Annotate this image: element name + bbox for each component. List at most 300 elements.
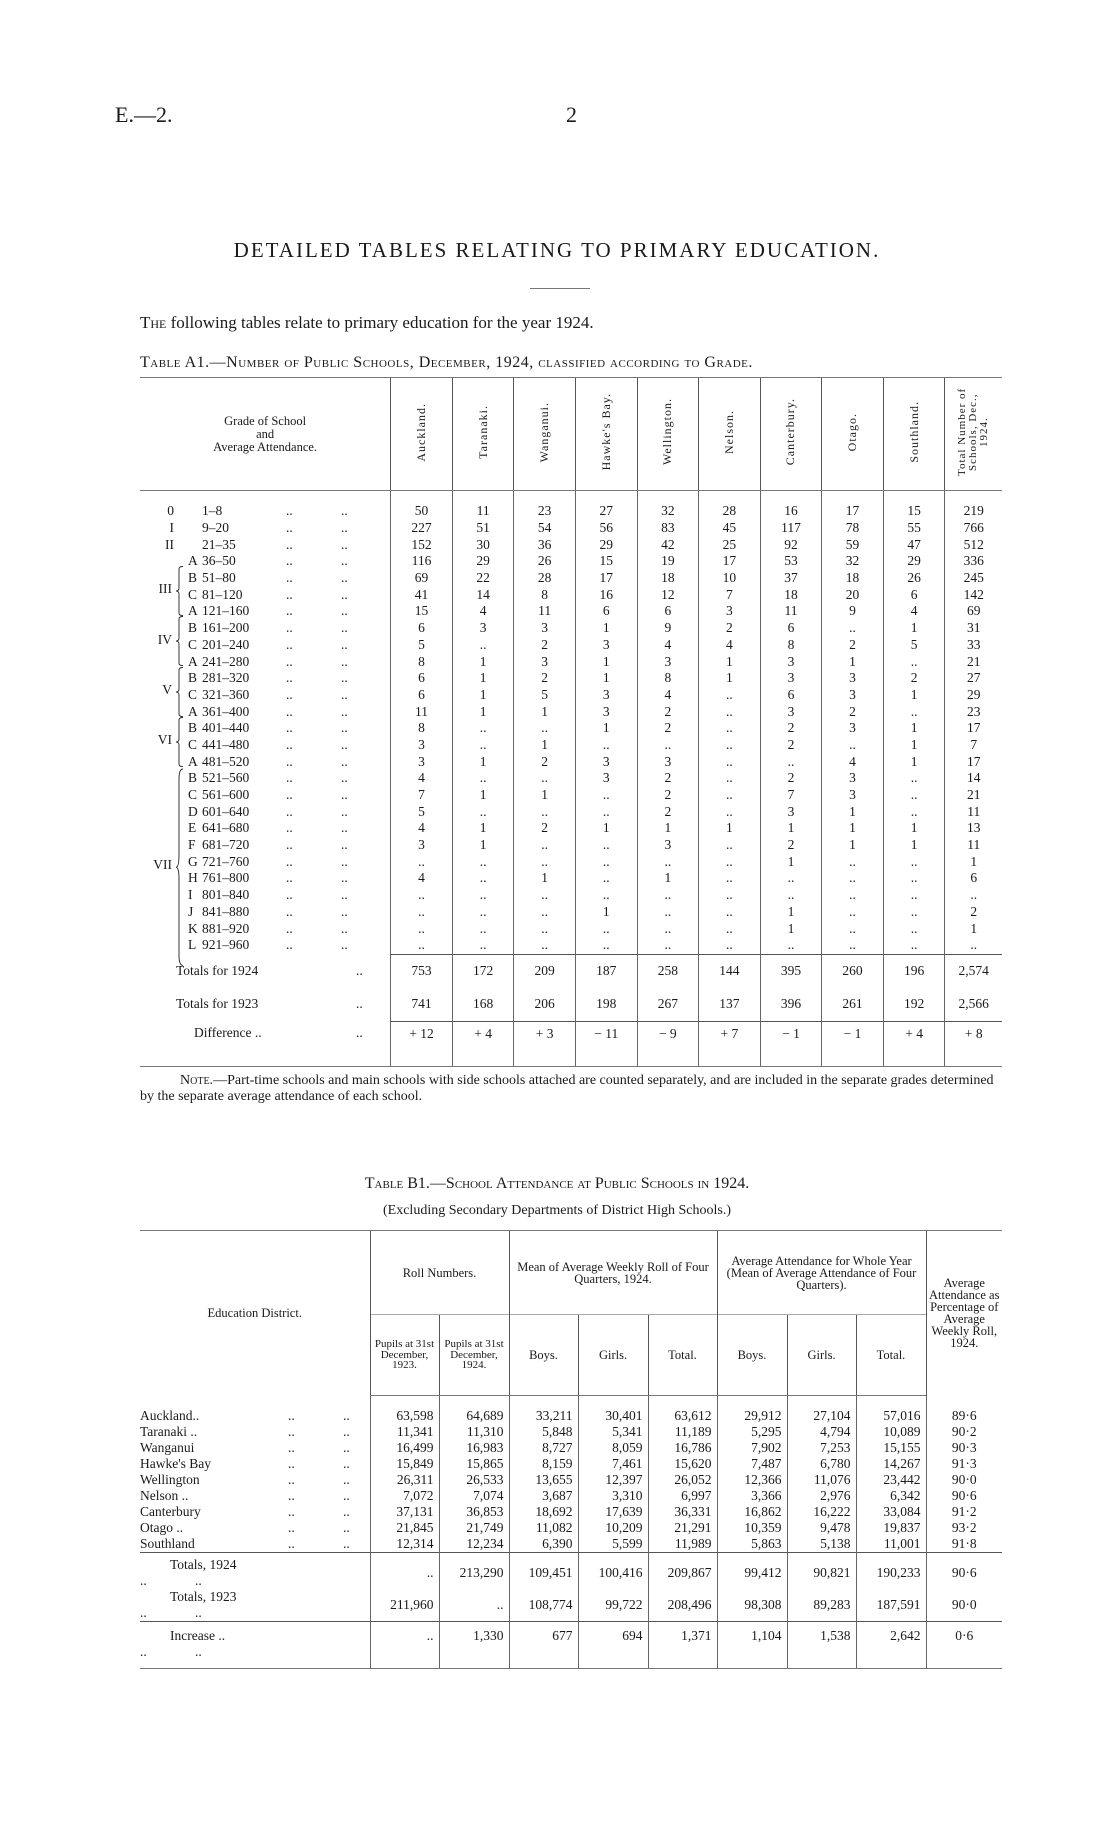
value-cell: 5,341 [578,1424,648,1440]
value-cell: 1 [637,820,699,837]
value-cell: 6 [760,687,822,704]
header-mean-weekly-roll: Mean of Average Weekly Roll of Four Quarters, 1924. [509,1231,717,1315]
spacer-cell [370,1396,439,1409]
leader-dots: .. [286,820,293,836]
value-cell: 90·3 [926,1440,1002,1456]
attendance-range: 51–80 [202,570,236,586]
value-cell: .. [699,787,761,804]
value-cell: 78 [822,520,884,537]
district-label: Nelson .. [140,1488,189,1503]
attendance-range: 21–35 [202,536,236,552]
value-cell: 16,862 [717,1504,787,1520]
table-row [140,1408,1002,1424]
grade-sub: A [188,553,198,569]
spacer-cell [578,1396,648,1409]
value-cell: 3 [822,770,884,787]
value-cell: 2 [637,787,699,804]
value-cell: .. [391,904,453,921]
value-cell: 11,001 [856,1536,926,1553]
table-row [140,520,1002,537]
grade-header-line: Grade of School [224,413,307,428]
attendance-range: 161–200 [202,620,250,636]
value-cell: 6 [637,603,699,620]
grade-sub: J [188,903,194,919]
value-cell: 64,689 [439,1408,509,1424]
value-cell: 4 [822,753,884,770]
value-cell: .. [452,853,514,870]
value-cell: 20 [822,586,884,603]
value-cell: 15 [883,503,945,520]
value-cell: .. [575,803,637,820]
value-cell: .. [883,937,945,954]
table-row [140,653,1002,670]
value-cell: 16,983 [439,1440,509,1456]
leader-dots: .. [341,620,348,636]
value-cell: 3 [575,687,637,704]
value-cell: 5,599 [578,1536,648,1553]
value-cell: 3 [760,703,822,720]
leader-dots: .. [341,937,348,953]
value-cell: 89·6 [926,1408,1002,1424]
value-cell: 4 [391,770,453,787]
value-cell: 36,331 [648,1504,717,1520]
value-cell: 3 [452,620,514,637]
value-cell: 13 [945,820,1002,837]
value-cell: + 4 [452,1021,514,1066]
grade-header [140,378,391,491]
value-cell: 37 [760,570,822,587]
value-cell: .. [883,920,945,937]
leader-dots: .. [356,1025,363,1041]
value-cell: 6 [391,670,453,687]
table-row [140,687,1002,704]
value-cell: 2 [514,637,576,654]
spacer-cell [945,491,1002,504]
leader-dots: .. [195,1605,202,1620]
value-cell: 2 [945,904,1002,921]
value-cell: 8 [391,653,453,670]
attendance-range: 801–840 [202,887,250,903]
value-cell: 16,222 [787,1504,856,1520]
value-cell: 15,849 [370,1456,439,1472]
leader-dots: .. [288,1536,295,1551]
value-cell: 3 [514,653,576,670]
leader-dots: .. [343,1424,350,1439]
leader-dots: .. [343,1408,350,1423]
table-row [140,787,1002,804]
value-cell: 1 [452,753,514,770]
value-cell: 2 [760,737,822,754]
value-cell: 18,692 [509,1504,578,1520]
value-cell: 21 [945,787,1002,804]
leader-dots: .. [286,903,293,919]
leader-dots: .. [286,837,293,853]
value-cell: 57,016 [856,1408,926,1424]
value-cell: 2 [637,803,699,820]
table-row [140,904,1002,921]
spacer-cell [760,491,822,504]
table-row [140,703,1002,720]
value-cell: 2 [760,837,822,854]
value-cell: 16,499 [370,1440,439,1456]
value-cell: 8,727 [509,1440,578,1456]
attendance-range: 361–400 [202,703,250,719]
value-cell: 6,342 [856,1488,926,1504]
value-cell: 13,655 [509,1472,578,1488]
value-cell: .. [822,937,884,954]
value-cell: 32 [637,503,699,520]
leader-dots: .. [341,920,348,936]
value-cell: 8,059 [578,1440,648,1456]
value-cell: 137 [699,988,761,1022]
value-cell: 6 [391,620,453,637]
grade-sub: D [188,803,198,819]
leader-dots: .. [286,686,293,702]
value-cell: .. [699,703,761,720]
table-row [140,720,1002,737]
value-cell: .. [514,853,576,870]
value-cell: 17 [945,720,1002,737]
header-district: Education District. [140,1231,370,1396]
grade-sub: E [188,820,197,836]
value-cell: 6,390 [509,1536,578,1553]
table-row [140,1424,1002,1440]
value-cell: 1 [575,653,637,670]
value-cell: 7,253 [787,1440,856,1456]
value-cell: 395 [760,954,822,988]
value-cell: .. [637,737,699,754]
value-cell: 36 [514,536,576,553]
column-header [637,378,699,491]
value-cell: 1 [575,620,637,637]
value-cell: 261 [822,988,884,1022]
table-row [140,503,1002,520]
value-cell: 3 [637,837,699,854]
table-a1-note [140,1073,1002,1105]
value-cell: 4,794 [787,1424,856,1440]
value-cell: 33 [945,637,1002,654]
leader-dots: .. [341,887,348,903]
value-cell: 1 [514,787,576,804]
leader-dots: .. [341,803,348,819]
value-cell: 3 [760,803,822,820]
value-cell: 3 [575,770,637,787]
value-cell: 99,722 [578,1589,648,1622]
value-cell: + 12 [391,1021,453,1066]
table-row [140,586,1002,603]
brace-icon [176,767,184,967]
leader-dots: .. [286,937,293,953]
value-cell: .. [760,870,822,887]
value-cell: 26,052 [648,1472,717,1488]
value-cell: 5 [514,687,576,704]
column-header-label: Southland. [906,401,921,463]
value-cell: 27 [575,503,637,520]
value-cell: 9,478 [787,1520,856,1536]
value-cell: 21,291 [648,1520,717,1536]
value-cell: 91·8 [926,1536,1002,1553]
value-cell: .. [699,853,761,870]
spacer-row [140,1396,1002,1409]
district-cell [140,1424,370,1440]
value-cell: 0·6 [926,1622,1002,1669]
value-cell: 10,359 [717,1520,787,1536]
value-cell: 21,749 [439,1520,509,1536]
attendance-range: 561–600 [202,787,250,803]
brace-icon [176,717,184,767]
value-cell: 3 [637,653,699,670]
grade-group-label: V [162,681,172,697]
grade-sub: A [188,703,198,719]
value-cell: 27 [945,670,1002,687]
value-cell: 1 [945,920,1002,937]
leader-dots: .. [343,1504,350,1519]
grade-header-line: and [256,426,275,441]
value-cell: 1 [452,687,514,704]
value-cell: .. [575,787,637,804]
value-cell: .. [883,853,945,870]
value-cell: .. [452,637,514,654]
table-row [140,603,1002,620]
value-cell: 396 [760,988,822,1022]
header-percentage: Average Attendance as Percentage of Average Weekly Roll, 1924. [926,1231,1002,1396]
leader-dots: .. [341,820,348,836]
value-cell: 2 [760,770,822,787]
header-att-total: Total. [856,1315,926,1396]
value-cell: 90·0 [926,1589,1002,1622]
value-cell: 3 [637,753,699,770]
value-cell: 21 [945,653,1002,670]
value-cell: 1 [514,737,576,754]
totals-row [140,954,1002,988]
table-row [140,670,1002,687]
value-cell: 33,084 [856,1504,926,1520]
leader-dots: .. [341,720,348,736]
header-mean-boys: Boys. [509,1315,578,1396]
value-cell: 36,853 [439,1504,509,1520]
district-label: Wellington [140,1472,200,1487]
value-cell: 11 [391,703,453,720]
leader-dots: .. [341,837,348,853]
value-cell: 30 [452,536,514,553]
grade-cell [140,536,391,553]
value-cell: 3 [575,703,637,720]
column-header-label: Wanganui. [537,401,552,463]
value-cell: 1 [699,653,761,670]
value-cell: 8 [637,670,699,687]
value-cell: .. [370,1622,439,1669]
value-cell: 6 [883,586,945,603]
value-cell: .. [514,803,576,820]
value-cell: 29,912 [717,1408,787,1424]
grade-sub: B [188,720,198,736]
grade-sub: C [188,787,198,803]
value-cell: 83 [637,520,699,537]
value-cell: 190,233 [856,1553,926,1590]
district-label: Auckland.. [140,1408,200,1423]
value-cell: 30,401 [578,1408,648,1424]
leader-dots: .. [341,770,348,786]
value-cell: 6 [945,870,1002,887]
value-cell: .. [514,920,576,937]
column-header-label: Hawke's Bay. [598,393,613,471]
value-cell: 1 [575,904,637,921]
spacer-cell [648,1396,717,1409]
column-header-label: Taranaki. [475,405,490,459]
value-cell: 168 [452,988,514,1022]
attendance-range: 36–50 [202,553,236,569]
grade-sub: B [188,770,198,786]
district-cell [140,1472,370,1488]
table-row [140,1520,1002,1536]
grade-sub: A [188,753,198,769]
table-row [140,1488,1002,1504]
value-cell: 29 [883,553,945,570]
table-b1-subcaption: (Excluding Secondary Departments of District High Schools.) [383,1203,731,1218]
value-cell: 12,397 [578,1472,648,1488]
value-cell: 6 [391,687,453,704]
value-cell: 55 [883,520,945,537]
district-label: Totals, 1924 [170,1557,237,1572]
value-cell: 17 [699,553,761,570]
leader-dots: .. [288,1504,295,1519]
value-cell: 89,283 [787,1589,856,1622]
value-cell: 258 [637,954,699,988]
leader-dots: .. [341,553,348,569]
spacer-cell [883,491,945,504]
value-cell: 29 [575,536,637,553]
district-cell [140,1408,370,1424]
value-cell: 1 [452,670,514,687]
attendance-range: 881–920 [202,920,250,936]
value-cell: 11 [945,837,1002,854]
value-cell: 694 [578,1622,648,1669]
value-cell: 5 [883,637,945,654]
totals-row [140,1021,1002,1066]
value-cell: 2 [883,670,945,687]
value-cell: 2 [760,720,822,737]
value-cell: .. [452,937,514,954]
table-row [140,853,1002,870]
value-cell: − 1 [760,1021,822,1066]
column-header-label: Canterbury. [783,398,798,466]
value-cell: 6,997 [648,1488,717,1504]
value-cell: 2,566 [945,988,1002,1022]
attendance-range: 401–440 [202,720,250,736]
leader-dots: .. [288,1472,295,1487]
value-cell: 14,267 [856,1456,926,1472]
value-cell: 15 [391,603,453,620]
value-cell: 1 [822,803,884,820]
leader-dots: .. [288,1520,295,1535]
value-cell: .. [452,920,514,937]
leader-dots: .. [341,703,348,719]
district-cell [140,1622,370,1669]
value-cell: .. [699,870,761,887]
value-cell: 1,371 [648,1622,717,1669]
leader-dots: .. [343,1536,350,1551]
value-cell: 10,209 [578,1520,648,1536]
leader-dots: .. [286,520,293,536]
leader-dots: .. [286,720,293,736]
value-cell: 1 [883,687,945,704]
value-cell: 3 [822,787,884,804]
value-cell: .. [699,737,761,754]
value-cell: 90·2 [926,1424,1002,1440]
value-cell: 1 [452,703,514,720]
value-cell: 1 [575,820,637,837]
value-cell: .. [514,770,576,787]
value-cell: 196 [883,954,945,988]
value-cell: .. [760,753,822,770]
leader-dots: .. [286,603,293,619]
value-cell: 11,082 [509,1520,578,1536]
attendance-range: 1–8 [202,503,223,519]
value-cell: 1 [822,820,884,837]
value-cell: 219 [945,503,1002,520]
value-cell: 90·6 [926,1488,1002,1504]
value-cell: .. [575,920,637,937]
value-cell: 31 [945,620,1002,637]
table-row [140,1456,1002,1472]
value-cell: .. [452,720,514,737]
value-cell: 7 [760,787,822,804]
leader-dots: .. [341,853,348,869]
value-cell: 91·2 [926,1504,1002,1520]
leader-dots: .. [343,1440,350,1455]
value-cell: 267 [637,988,699,1022]
value-cell: .. [514,720,576,737]
value-cell: 100,416 [578,1553,648,1590]
value-cell: .. [452,870,514,887]
value-cell: 14 [452,586,514,603]
grade-sub: B [188,670,198,686]
grade-sub: C [188,736,198,752]
leader-dots: .. [288,1424,295,1439]
table-row [140,920,1002,937]
value-cell: 6,780 [787,1456,856,1472]
value-cell: .. [883,787,945,804]
intro-lead: The [140,313,167,332]
leader-dots: .. [286,887,293,903]
district-label: Otago .. [140,1520,184,1535]
value-cell: 109,451 [509,1553,578,1590]
page-number: 2 [566,102,577,127]
column-header [883,378,945,491]
value-cell: .. [822,904,884,921]
spacer-cell [717,1396,787,1409]
value-cell: 1,538 [787,1622,856,1669]
value-cell: 142 [945,586,1002,603]
value-cell: 3 [575,753,637,770]
note-lead: Note. [180,1073,214,1088]
leader-dots: .. [195,1573,202,1588]
attendance-range: 201–240 [202,636,250,652]
column-header-label: Auckland. [414,402,428,462]
value-cell: 1 [452,653,514,670]
value-cell: .. [637,920,699,937]
value-cell: 6 [760,620,822,637]
value-cell: 9 [822,603,884,620]
leader-dots: .. [288,1440,295,1455]
value-cell: 11 [760,603,822,620]
value-cell: 5 [391,637,453,654]
leader-dots: .. [286,536,293,552]
value-cell: 3,366 [717,1488,787,1504]
value-cell: 3 [822,670,884,687]
leader-dots: .. [341,636,348,652]
district-label: Taranaki .. [140,1424,198,1439]
